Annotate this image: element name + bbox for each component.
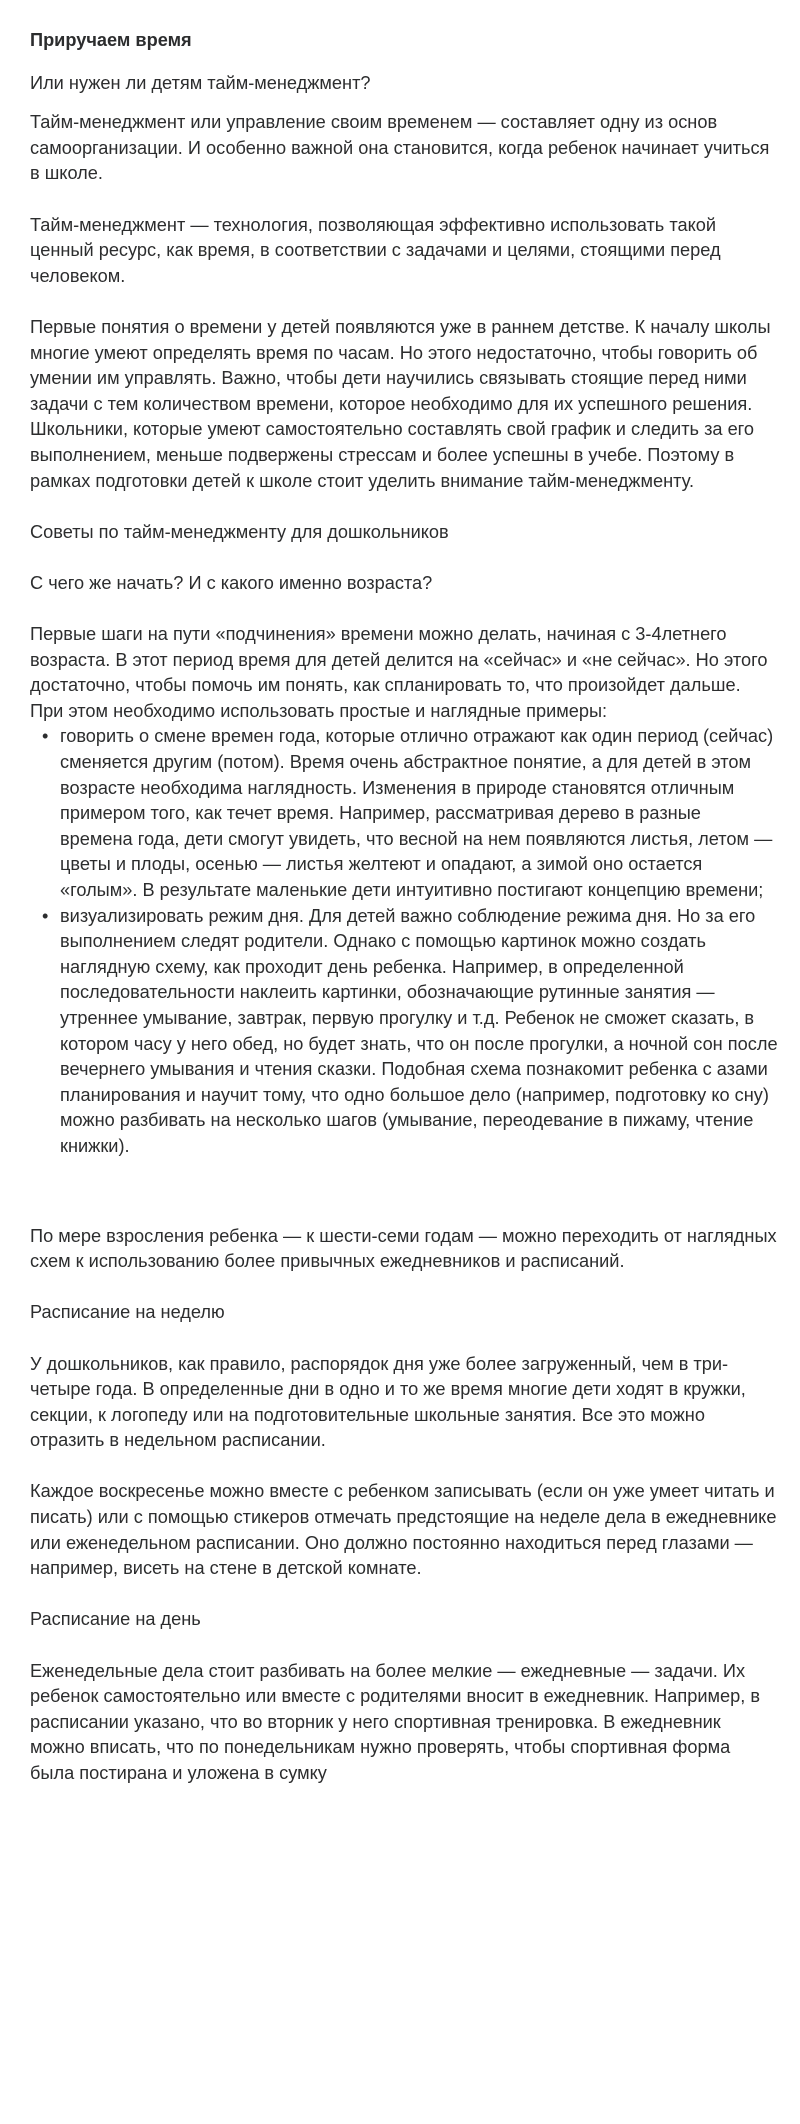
section-heading-day: Расписание на день [30,1609,201,1630]
intro-paragraph: Тайм-менеджмент или управление своим временем — составляет одну из основ самоорганизации. И особенно важной она становится, когда ребенок начинает учиться в школе. [30,112,770,184]
week-paragraph-1: У дошкольников, как правило, распорядок дня уже более загруженный, чем в три-четыре года. В определенные дни в одно и то же время многие дети ходят в кружки, секции, к логопеду или на подготовительные школьные занятия. Все это можно отразить в недельном расписании. [30,1353,746,1451]
section-heading-preschool: Советы по тайм-менеджменту для дошкольников [30,521,449,542]
list-item-text: визуализировать режим дня. Для детей важно соблюдение режима дня. Но за его выполнением следят родители. Однако с помощью картинок можно создать наглядную схему, как проходит день ребенка. Например, в определенной последовательности наклеить картинки, обозначающие рутинные занятия — утреннее умывание, завтрак, первую прогулку и т.д. Ребенок не сможет сказать, в котором часу у него обед, но будет знать, что он после прогулки, а ночной сон после вечернего умывания и чтения сказки. Подобная схема познакомит ребенка с азами планирования и научит тому, что одно большое дело (например, подготовку ко сну) можно разбивать на несколько шагов (умывание, переодевание в пижаму, чтение книжки). [60,905,778,1156]
question-heading: С чего же начать? И с какого именно возраста? [30,572,433,593]
day-paragraph-1: Еженедельные дела стоит разбивать на более мелкие — ежедневные — задачи. Их ребенок самостоятельно или вместе с родителями вносит в ежедневник. Например, в расписании указано, что во вторник у него спортивная тренировка. В ежедневник можно вписать, что по понедельникам нужно проверять, чтобы спортивная форма была постирана и уложена в сумку [30,1660,761,1783]
bottom-fade-overlay [0,1974,800,2124]
list-item-text: говорить о смене времен года, которые отлично отражают как один период (сейчас) сменяется другим (потом). Время очень абстрактное понятие, а для детей в этом возрасте необходима наглядность. Изменения в природе становятся отличным примером того, как течет время. Например, рассматривая дерево в разные времена года, дети смогут увидеть, что весной на нем появляются листья, летом — цветы и плоды, осенью — листья желтеют и опадают, а зимой оно остается «голым». В результате маленькие дети интуитивно постигают концепцию времени; [60,726,774,900]
list-item [42,724,778,903]
section-heading-week: Расписание на неделю [30,1302,225,1323]
article-title: Приручаем время [30,30,192,50]
week-paragraph-2: Каждое воскресенье можно вместе с ребенком записывать (если он уже умеет читать и писать) или с помощью стикеров отмечать предстоящие на неделе дела в ежедневнике или еженедельном расписании. Оно должно постоянно находиться перед глазами — например, висеть на стене в детской комнате. [30,1481,777,1579]
first-steps-paragraph: Первые шаги на пути «подчинения» времени можно делать, начиная с 3-4летнего возраста. В этот период время для детей делится на «сейчас» и «не сейчас». Но этого достаточно, чтобы помочь им понять, как спланировать то, что произойдет дальше. При этом необходимо использовать простые и наглядные примеры: [30,624,768,721]
article [30,28,778,1787]
tips-list [30,724,778,1159]
spacer [30,1160,778,1224]
first-concepts-paragraph: Первые понятия о времени у детей появляются уже в раннем детстве. К началу школы многие умеют определять время по часам. Но этого недостаточно, чтобы говорить об умении им управлять. Важно, чтобы дети научились связывать стоящие перед ними задачи с тем количеством времени, которое необходимо для их успешного решения. Школьники, которые умеют самостоятельно составлять свой график и следить за его выполнением, меньше подвержены стрессам и более успешны в учебе. Поэтому в рамках подготовки детей к школе стоит уделить внимание тайм-менеджменту. [30,316,771,491]
older-kids-paragraph: По мере взросления ребенка — к шести-семи годам — можно переходить от наглядных схем к использованию более привычных ежедневников и расписаний. [30,1225,777,1272]
bullet-marker: • [42,726,49,747]
list-item [42,904,778,1160]
definition-paragraph: Тайм-менеджмент — технология, позволяющая эффективно использовать такой ценный ресурс, как время, в соответствии с задачами и целями, стоящими перед человеком. [30,214,721,286]
bullet-marker: • [42,905,49,926]
article-subtitle: Или нужен ли детям тайм-менеджмент? [30,72,371,93]
